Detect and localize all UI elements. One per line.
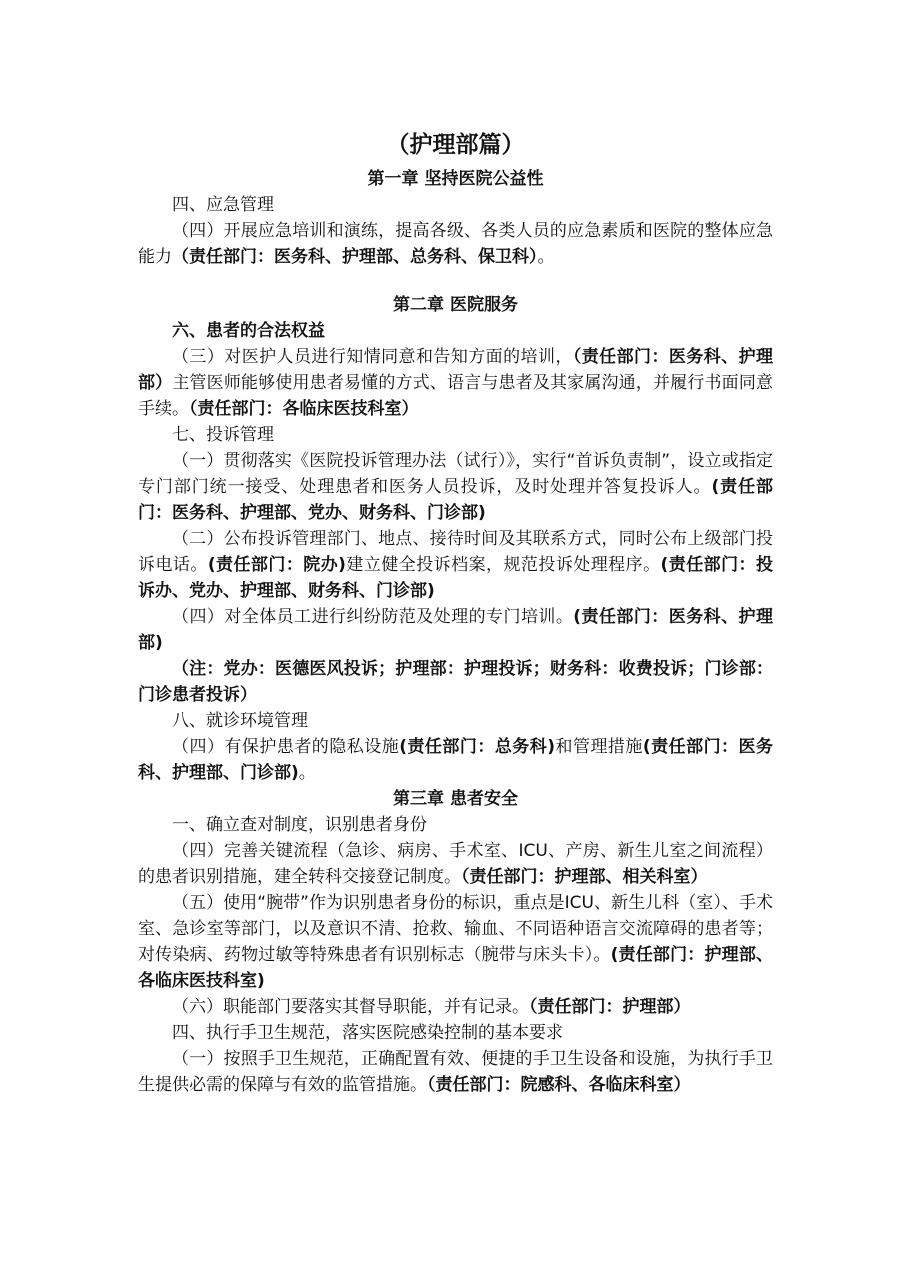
paragraph-text: （一）按照手卫生规范，正确配置有效、便捷的手卫生设备和设施，为执行手卫生提供必需的保障与有效的监管措施。 [138, 1049, 773, 1095]
paragraph-text: 。 [298, 763, 316, 783]
paragraph [138, 526, 773, 604]
paragraph [138, 1046, 773, 1098]
section-heading: 六、患者的合法权益 [172, 321, 325, 341]
spacer [138, 270, 773, 292]
responsible-dept: (责任部门：院办) [207, 555, 346, 575]
paragraph [138, 344, 773, 422]
responsible-dept: (责任部门：总务科) [399, 737, 556, 757]
paragraph-text: 主管医师能够使用患者易懂的方式、语言与患者及其家属沟通，并履行书面同意手续。 [138, 373, 774, 419]
paragraph [138, 604, 773, 656]
responsible-dept: (责任部门：医务科、护理部、党办、财务科、门诊部) [138, 477, 773, 523]
responsible-dept: （责任部门：护理部、相关科室） [461, 867, 708, 887]
section-heading: 七、投诉管理 [172, 425, 274, 445]
responsible-dept: （责任部门：医务科、护理部） [138, 347, 774, 393]
responsible-dept: (责任部门：投诉办、党办、护理部、财务科、门诊部) [138, 555, 774, 601]
section-heading: 八、就诊环境管理 [172, 711, 308, 731]
paragraph-text: 。 [537, 247, 555, 267]
paragraph-text: （六）职能部门要落实其督导职能，并有记录。 [172, 997, 529, 1017]
note-paragraph: （注：党办：医德医风投诉；护理部：护理投诉；财务科：收费投诉；门诊部：门诊患者投诉） [138, 659, 773, 705]
responsible-dept: （责任部门：院感科、各临床科室） [427, 1075, 691, 1095]
chapter-1-title: 第一章 坚持医院公益性 [367, 169, 544, 189]
section-heading: 一、确立查对制度，识别患者身份 [172, 815, 427, 835]
responsible-dept: （责任部门：医务科、护理部、总务科、保卫科） [172, 247, 538, 267]
paragraph [138, 994, 773, 1020]
section-heading: 四、应急管理 [172, 195, 274, 215]
chapter-3-title: 第三章 患者安全 [393, 789, 518, 809]
paragraph [138, 838, 773, 890]
paragraph-text: （三）对医护人员进行知情同意和告知方面的培训， [172, 347, 573, 367]
paragraph [138, 448, 773, 526]
responsible-dept: (责任部门：医务科、护理部) [138, 607, 773, 653]
paragraph-text: 建立健全投诉档案，规范投诉处理程序。 [345, 555, 661, 575]
paragraph-text: （四）完善关键流程（急诊、病房、手术室、ICU、产房、新生儿室之间流程）的患者识别措施，建全转科交接登记制度。 [138, 841, 773, 887]
paragraph-text: （四）对全体员工进行纠纷防范及处理的专门培训。 [172, 607, 574, 627]
paragraph-text: （二）公布投诉管理部门、地点、接待时间及其联系方式，同时公布上级部门投诉电话。 [138, 529, 773, 575]
paragraph-text: （四）开展应急培训和演练，提高各级、各类人员的应急素质和医院的整体应急能力 [138, 221, 773, 267]
responsible-dept: (责任部门：护理部、各临床医技科室) [138, 945, 773, 991]
paragraph [138, 734, 773, 786]
paragraph [138, 890, 773, 994]
document-body [138, 128, 773, 1098]
responsible-dept: （责任部门：各临床医技科室） [189, 399, 419, 419]
paragraph-text: （五）使用“腕带”作为识别患者身份的标识，重点是ICU、新生儿科（室）、手术室、急诊室等部门，以及意识不清、抢救、输血、不同语种语言交流障碍的患者等；对传染病、药物过敏等特殊患者有识别标志（腕带与床头卡）。 [138, 893, 773, 965]
paragraph-text: （一）贯彻落实《医院投诉管理办法（试行）》，实行“首诉负责制”，设立或指定专门部门统一接受、处理患者和医务人员投诉，及时处理并答复投诉人。 [138, 451, 773, 497]
section-heading: 四、执行手卫生规范，落实医院感染控制的基本要求 [172, 1023, 563, 1043]
responsible-dept: （责任部门：护理部） [529, 997, 691, 1017]
paragraph-text: 和管理措施 [555, 737, 643, 757]
paragraph-text: （四）有保护患者的隐私设施 [172, 737, 400, 757]
document-title: （护理部篇） [386, 132, 525, 158]
chapter-2-title: 第二章 医院服务 [393, 295, 518, 315]
paragraph [138, 218, 773, 270]
responsible-dept: (责任部门：医务科、护理部、门诊部) [138, 737, 773, 783]
